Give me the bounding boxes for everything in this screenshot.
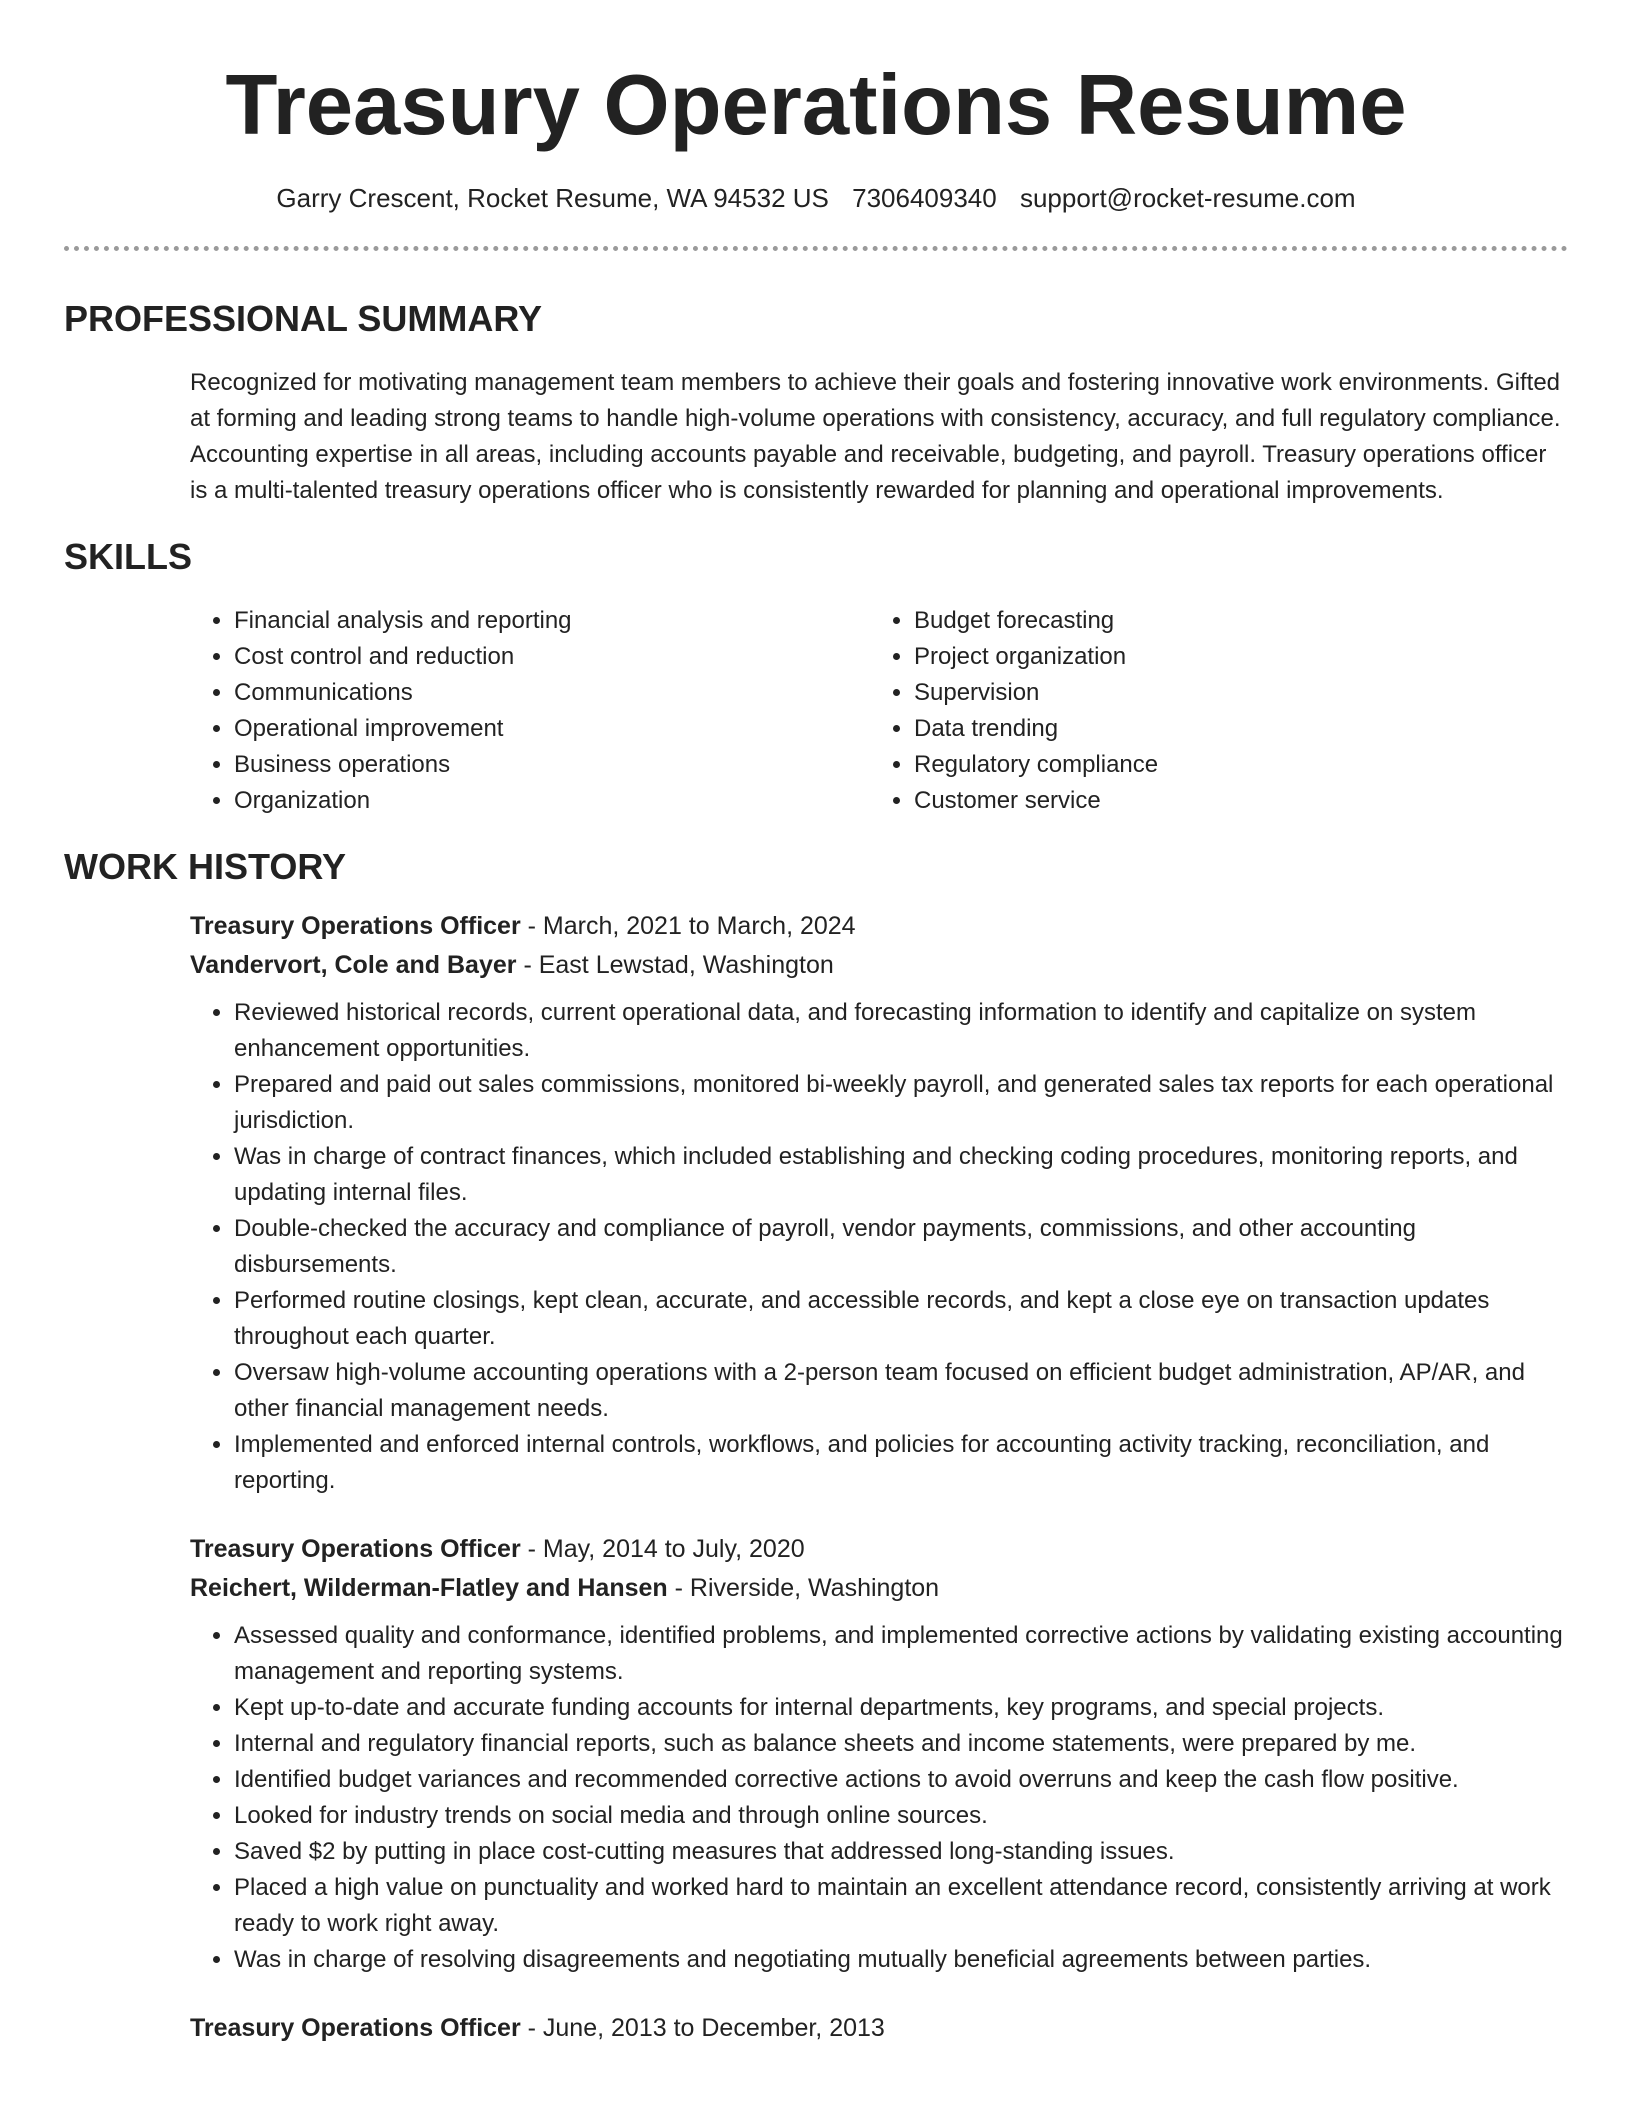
summary-text: Recognized for motivating management team members to achieve their goals and fostering innovative work environments. Gifted at forming and leading strong teams to handle high-volume operations with consistency, accuracy, and full regulatory compliance. Accounting expertise in all areas, including accounts payable and receivable, budgeting, and payroll. Treasury operations officer is a multi-talented treasury operations officer who is consistently rewarded for planning and operational improvements. bbox=[190, 369, 1561, 504]
skill-item: • Business operations bbox=[234, 747, 870, 783]
contact-email: support@rocket-resume.com bbox=[1019, 183, 1356, 213]
job-bullet: • Performed routine closings, kept clean, accurate, and accessible records, and kept a close eye on transaction updates throughout each quarter. bbox=[234, 1283, 1568, 1355]
job-entry bbox=[64, 907, 1568, 1499]
job-bullet: • Saved $2 by putting in place cost-cutting measures that addressed long-standing issues. bbox=[234, 1834, 1568, 1870]
skill-item: • Budget forecasting bbox=[914, 603, 1550, 639]
job-entry bbox=[64, 2009, 1568, 2048]
job-company: Vandervort, Cole and Bayer bbox=[190, 951, 517, 979]
job-entry bbox=[64, 1530, 1568, 1978]
job-title: Treasury Operations Officer bbox=[190, 2014, 521, 2042]
work-history-heading: WORK HISTORY bbox=[64, 846, 347, 887]
contact-phone: 7306409340 bbox=[852, 183, 997, 213]
skill-item: • Regulatory compliance bbox=[914, 747, 1550, 783]
job-title-line bbox=[190, 2009, 1568, 2048]
contact-line bbox=[64, 181, 1568, 215]
job-bullet: • Identified budget variances and recommended corrective actions to avoid overruns and keep the cash flow positive. bbox=[234, 1762, 1568, 1798]
skills-list-left bbox=[190, 603, 870, 819]
summary-heading: PROFESSIONAL SUMMARY bbox=[64, 298, 543, 339]
job-dates: - June, 2013 to December, 2013 bbox=[520, 2014, 885, 2042]
resume-title: Treasury Operations Resume bbox=[225, 58, 1407, 153]
skill-item: • Operational improvement bbox=[234, 711, 870, 747]
job-bullets bbox=[190, 995, 1568, 1499]
skill-item: • Supervision bbox=[914, 675, 1550, 711]
job-company-line bbox=[190, 1569, 1568, 1608]
skill-item: • Financial analysis and reporting bbox=[234, 603, 870, 639]
skills-section bbox=[64, 603, 1568, 819]
job-bullet: • Prepared and paid out sales commissions, monitored bi-weekly payroll, and generated sales tax reports for each operational jurisdiction. bbox=[234, 1067, 1568, 1139]
job-bullet: • Oversaw high-volume accounting operations with a 2-person team focused on efficient budget administration, AP/AR, and other financial management needs. bbox=[234, 1355, 1568, 1427]
job-bullet: • Looked for industry trends on social media and through online sources. bbox=[234, 1798, 1568, 1834]
job-bullet: • Double-checked the accuracy and compliance of payroll, vendor payments, commissions, and other accounting disbursements. bbox=[234, 1211, 1568, 1283]
job-bullets bbox=[190, 1618, 1568, 1978]
job-bullet: • Was in charge of contract finances, which included establishing and checking coding procedures, monitoring reports, and updating internal files. bbox=[234, 1139, 1568, 1211]
header-divider bbox=[64, 246, 1568, 251]
job-dates: - March, 2021 to March, 2024 bbox=[520, 912, 856, 940]
job-bullet: • Reviewed historical records, current operational data, and forecasting information to identify and capitalize on system enhancement opportunities. bbox=[234, 995, 1568, 1067]
contact-address: Garry Crescent, Rocket Resume, WA 94532 US bbox=[276, 183, 829, 213]
job-location: - East Lewstad, Washington bbox=[516, 951, 834, 979]
skill-item: • Data trending bbox=[914, 711, 1550, 747]
job-dates: - May, 2014 to July, 2020 bbox=[520, 1535, 805, 1563]
skill-item: • Communications bbox=[234, 675, 870, 711]
job-bullet: • Assessed quality and conformance, identified problems, and implemented corrective actions by validating existing accounting management and reporting systems. bbox=[234, 1618, 1568, 1690]
job-title: Treasury Operations Officer bbox=[190, 1535, 521, 1563]
skills-list-right bbox=[870, 603, 1550, 819]
job-location: - Riverside, Washington bbox=[667, 1574, 940, 1602]
job-bullet: • Internal and regulatory financial reports, such as balance sheets and income statements, were prepared by me. bbox=[234, 1726, 1568, 1762]
skill-item: • Project organization bbox=[914, 639, 1550, 675]
job-bullet: • Placed a high value on punctuality and worked hard to maintain an excellent attendance record, consistently arriving at work ready to work right away. bbox=[234, 1870, 1568, 1942]
job-title: Treasury Operations Officer bbox=[190, 912, 521, 940]
skill-item: • Cost control and reduction bbox=[234, 639, 870, 675]
job-bullet: • Implemented and enforced internal controls, workflows, and policies for accounting activity tracking, reconciliation, and reporting. bbox=[234, 1427, 1568, 1499]
skill-item: • Customer service bbox=[914, 783, 1550, 819]
job-company: Reichert, Wilderman-Flatley and Hansen bbox=[190, 1574, 668, 1602]
skills-heading: SKILLS bbox=[64, 536, 193, 577]
job-bullet: • Was in charge of resolving disagreements and negotiating mutually beneficial agreements between parties. bbox=[234, 1942, 1568, 1978]
job-title-line bbox=[190, 907, 1568, 946]
skill-item: • Organization bbox=[234, 783, 870, 819]
job-company-line bbox=[190, 946, 1568, 985]
job-title-line bbox=[190, 1530, 1568, 1569]
job-bullet: • Kept up-to-date and accurate funding accounts for internal departments, key programs, and special projects. bbox=[234, 1690, 1568, 1726]
summary-section bbox=[64, 365, 1568, 509]
